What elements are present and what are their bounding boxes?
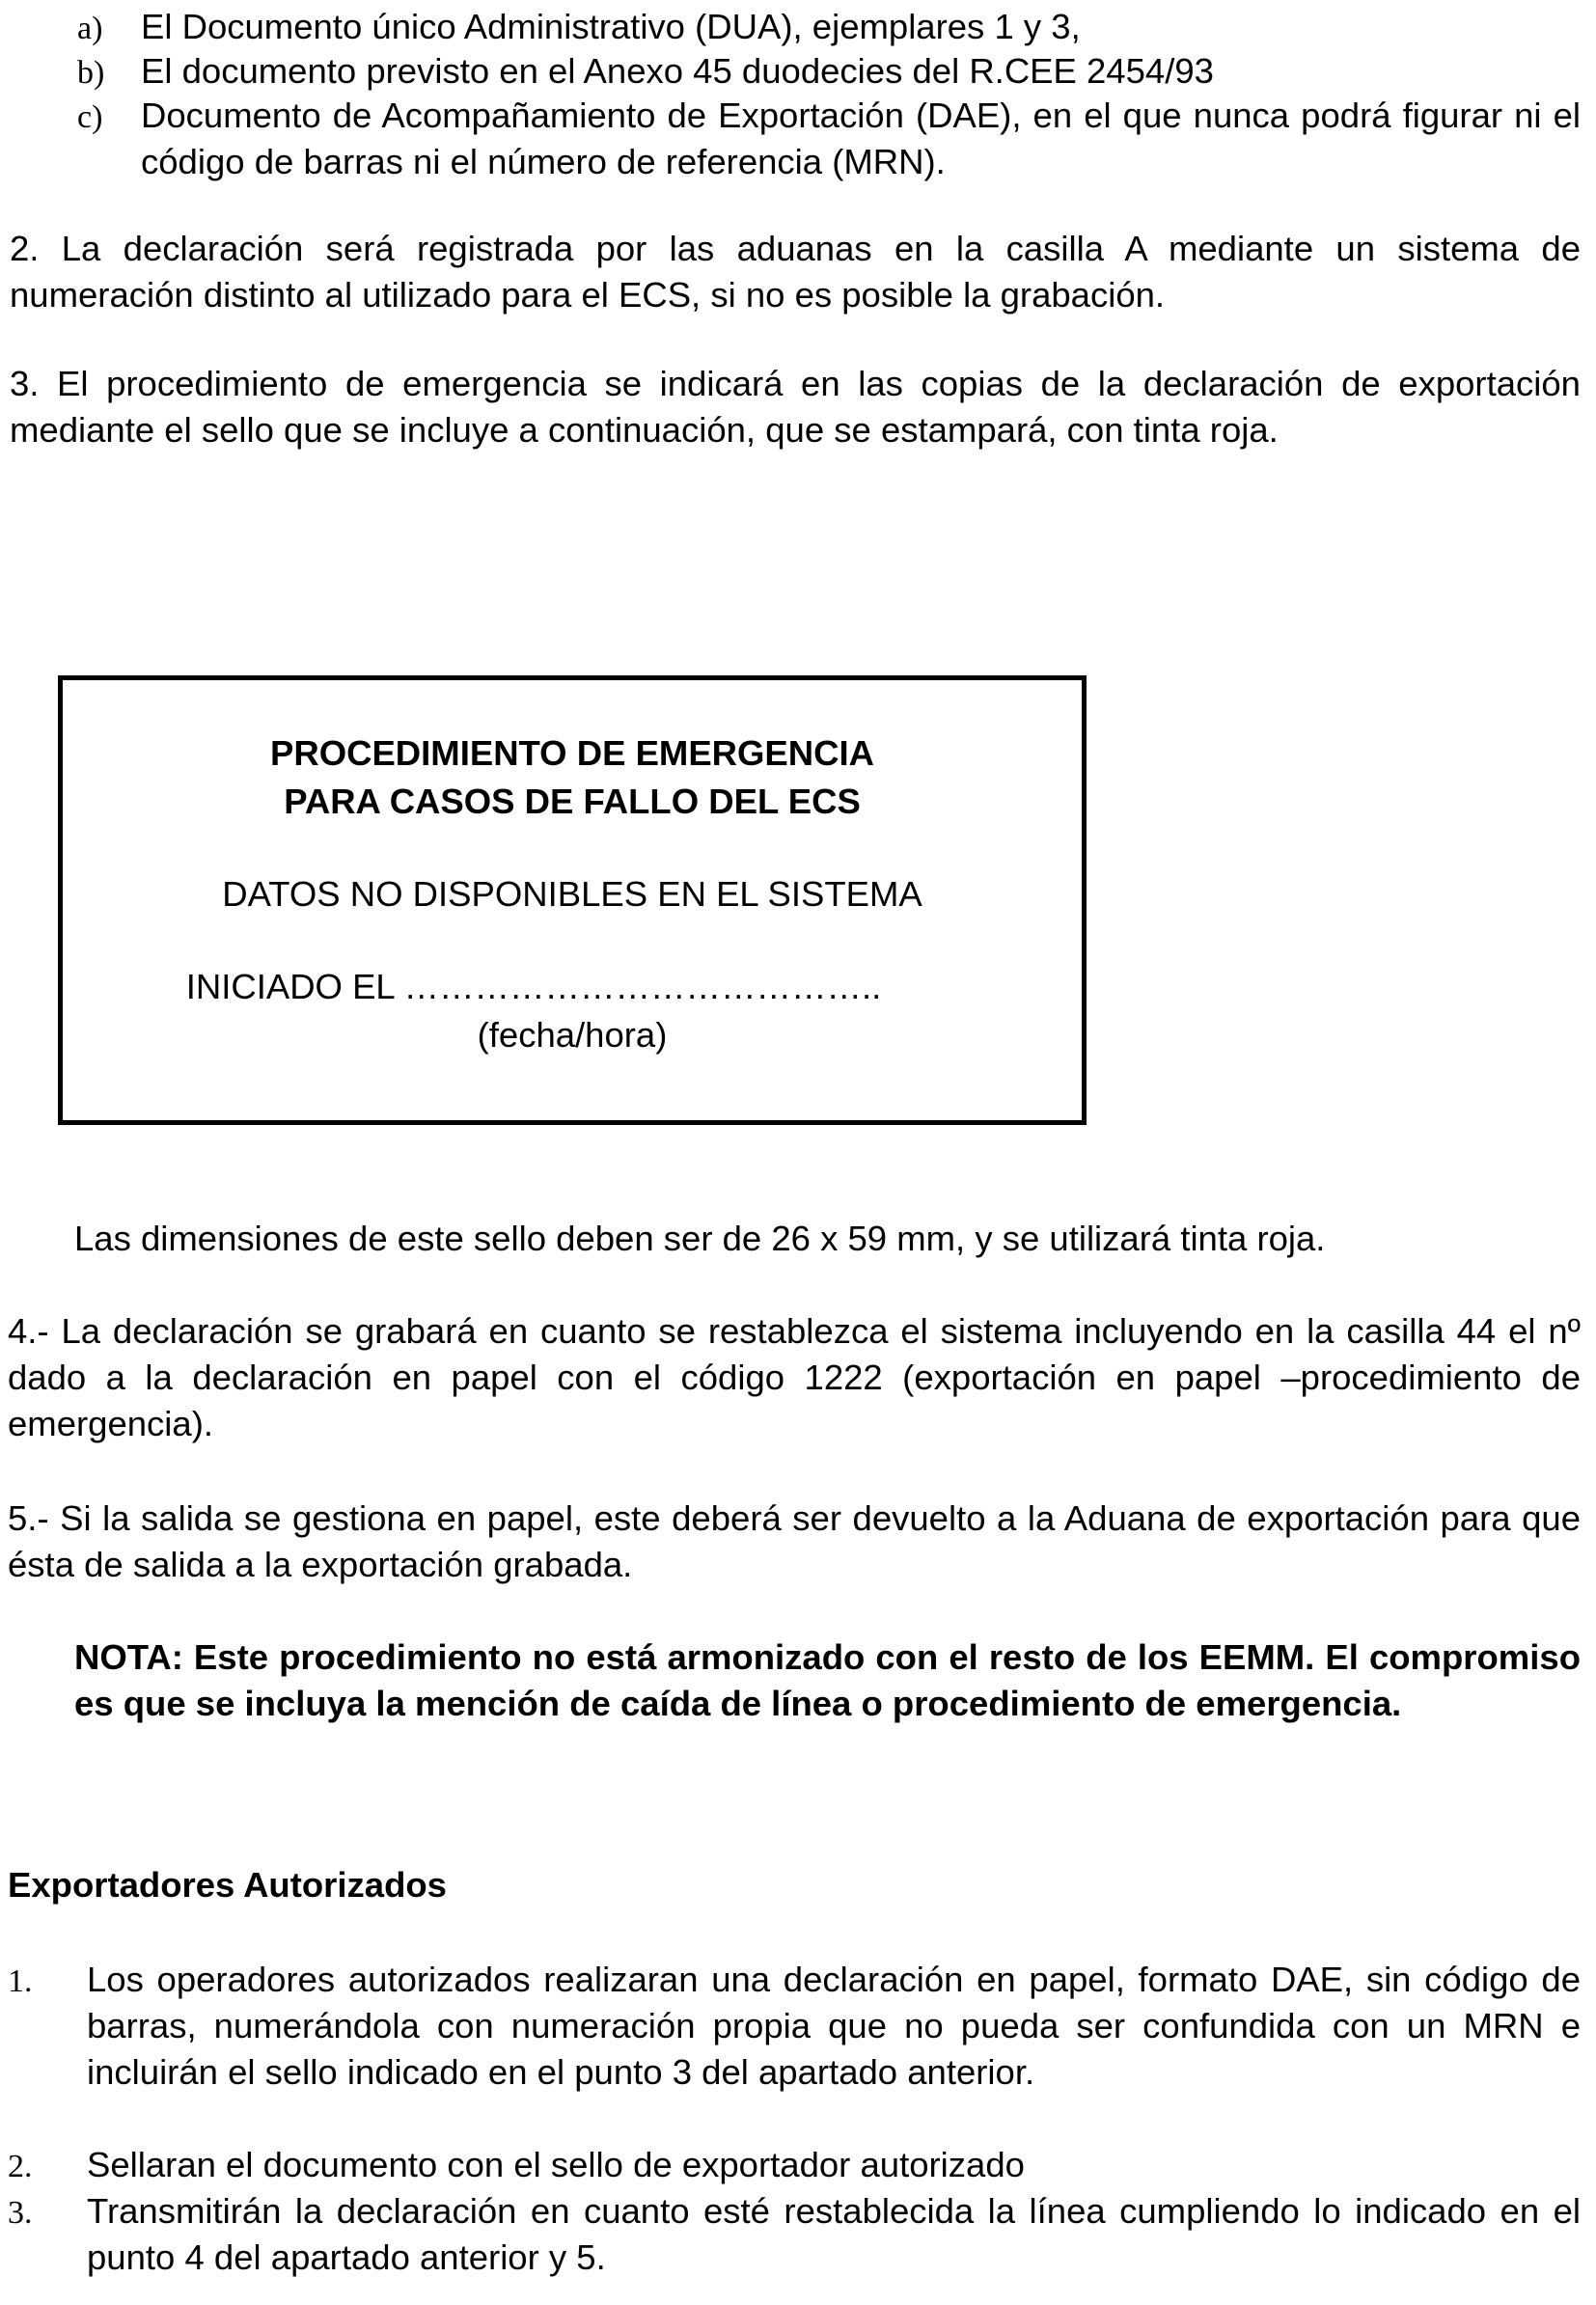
list-item-text: Documento de Acompañamiento de Exportación (DAE), en el que nunca podrá figurar ni el código de barras ni el número de referencia (MRN). <box>141 96 1581 181</box>
stamp-caption: Las dimensiones de este sello deben ser de 26 x 59 mm, y se utilizará tinta roja. <box>74 1219 1326 1258</box>
paragraph-3: 3. El procedimiento de emergencia se indicará en las copias de la declaración de exportación mediante el sello que se incluye a continuación, que se estampará, con tinta roja. <box>10 364 1581 450</box>
list-marker: c) <box>77 99 103 135</box>
list-marker: b) <box>77 55 105 91</box>
list-marker: 1. <box>8 1963 33 1999</box>
section-heading: Exportadores Autorizados <box>8 1865 447 1905</box>
list-marker: 2. <box>8 2149 33 2184</box>
stamp-line-5: (fecha/hora) <box>477 1015 668 1055</box>
list-item-text: El Documento único Administrativo (DUA), ejemplares 1 y 3, <box>141 7 1081 46</box>
paragraph-4: 4.- La declaración se grabará en cuanto se restablezca el sistema incluyendo en la casilla 44 el nº dado a la declaración en papel con el código 1222 (exportación en papel –procedimiento de emergencia). <box>8 1311 1581 1443</box>
stamp-title-line-2: PARA CASOS DE FALLO DEL ECS <box>284 782 861 821</box>
paragraph-2: 2. La declaración será registrada por las aduanas en la casilla A mediante un sistema de numeración distinto al utilizado para el ECS, si no es posible la grabación. <box>10 229 1581 315</box>
emergency-stamp <box>58 675 1087 1125</box>
list-item-text: Sellaran el documento con el sello de exportador autorizado <box>87 2145 1025 2184</box>
list-item-text: Los operadores autorizados realizaran una declaración en papel, formato DAE, sin código de barras, numerándola con numeración propia que no pueda ser confundida con un MRN e incluirán el sello indicado en el punto 3 del apartado anterior. <box>87 1960 1581 2092</box>
list-marker: a) <box>77 11 103 46</box>
stamp-line-4: INICIADO EL ………………………………….. <box>185 967 882 1006</box>
list-item-text: Transmitirán la declaración en cuanto esté restablecida la línea cumpliendo lo indicado en el punto 4 del apartado anterior y 5. <box>87 2191 1581 2277</box>
stamp-title-line-1: PROCEDIMIENTO DE EMERGENCIA <box>270 733 874 773</box>
paragraph-5: 5.- Si la salida se gestiona en papel, este deberá ser devuelto a la Aduana de exportación para que ésta de salida a la exportación grabada. <box>8 1498 1581 1584</box>
stamp-line-3: DATOS NO DISPONIBLES EN EL SISTEMA <box>222 874 922 914</box>
list-item-text: El documento previsto en el Anexo 45 duodecies del R.CEE 2454/93 <box>141 51 1214 91</box>
list-marker: 3. <box>8 2195 33 2231</box>
nota-paragraph: NOTA: Este procedimiento no está armonizado con el resto de los EEMM. El compromiso es que se incluya la mención de caída de línea o procedimiento de emergencia. <box>74 1637 1581 1723</box>
